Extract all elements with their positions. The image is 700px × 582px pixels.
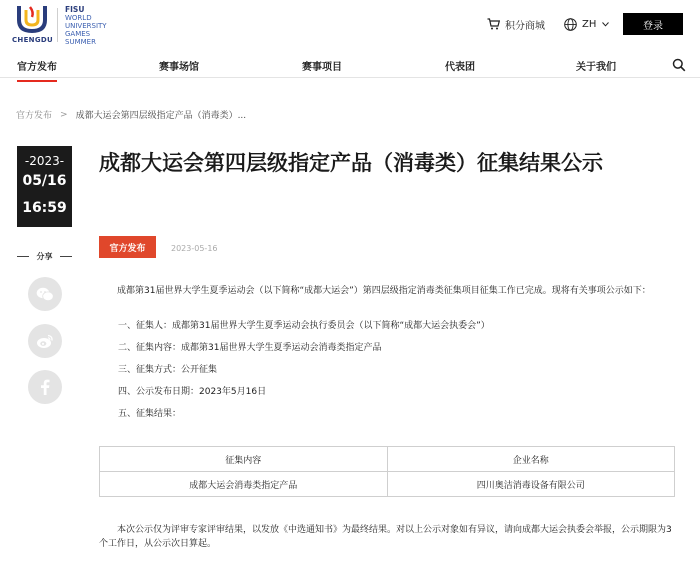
breadcrumb-root-link[interactable]: 官方发布 — [16, 111, 53, 121]
logo-divider — [57, 8, 58, 42]
fisu-line: WORLD — [65, 14, 92, 22]
fisu-line: GAMES — [65, 30, 91, 38]
breadcrumb-separator: > — [60, 109, 68, 120]
nav-item-official-releases[interactable]: 官方发布 — [17, 58, 57, 73]
table-header-company: 企业名称 — [387, 447, 675, 472]
date-month-day: 05/16 — [22, 173, 67, 189]
fisu-line: FISU — [65, 5, 85, 14]
breadcrumb — [16, 108, 246, 121]
fisu-line: UNIVERSITY — [65, 22, 107, 30]
table-header-row — [100, 447, 675, 472]
article-closing: 本次公示仅为评审专家评审结果，以发放《中选通知书》为最终结果。对以上公示对象如有异议，请向成都大运会执委会举报，公示期限为3个工作日，从公示次日算起。 — [99, 525, 672, 549]
weibo-icon — [36, 334, 54, 349]
share-weibo-button[interactable] — [28, 324, 62, 358]
article-list-item: 二、征集内容：成都第31届世界大学生夏季运动会消毒类指定产品 — [118, 343, 382, 353]
share-facebook-button[interactable] — [28, 370, 62, 404]
article-intro: 成都第31届世界大学生夏季运动会（以下简称“成都大运会”）第四层级指定消毒类征集项目征集工作已完成。现将有关事项公示如下： — [117, 286, 651, 296]
chengdu-universiade-logo[interactable] — [16, 4, 48, 34]
nav-item-sports[interactable]: 赛事项目 — [302, 62, 342, 73]
breadcrumb-current: 成都大运会第四层级指定产品（消毒类）... — [75, 111, 247, 121]
date-year: -2023- — [24, 154, 65, 168]
cart-icon — [487, 18, 500, 30]
results-table — [99, 446, 675, 497]
article-list-item: 一、征集人：成都第31届世界大学生夏季运动会执行委员会（以下简称“成都大运会执委会”） — [118, 321, 490, 331]
table-header-content: 征集内容 — [100, 447, 388, 472]
article-list-item: 五、征集结果： — [118, 409, 182, 419]
chevron-down-icon — [602, 22, 609, 27]
table-cell-content: 成都大运会消毒类指定产品 — [100, 472, 388, 497]
search-icon[interactable] — [672, 58, 686, 72]
points-mall-label: 积分商城 — [505, 20, 545, 32]
wechat-icon — [36, 287, 54, 302]
article-list-item: 三、征集方式：公开征集 — [118, 365, 218, 375]
site-header — [0, 0, 700, 52]
table-cell-company: 四川奥洁消毒设备有限公司 — [387, 472, 675, 497]
date-time: 16:59 — [22, 200, 67, 216]
article-title: 成都大运会第四层级指定产品（消毒类）征集结果公示 — [99, 151, 603, 175]
facebook-icon — [40, 379, 50, 395]
table-row — [100, 472, 675, 497]
points-mall-link[interactable] — [487, 16, 545, 32]
nav-item-about-us[interactable]: 关于我们 — [576, 62, 616, 73]
share-label: 分享 — [17, 251, 72, 262]
logo-city-text: CHENGDU — [12, 36, 53, 44]
login-button[interactable]: 登录 — [623, 13, 683, 35]
fisu-wordmark — [65, 6, 107, 46]
nav-item-delegations[interactable]: 代表团 — [445, 62, 475, 73]
share-wechat-button[interactable] — [28, 277, 62, 311]
language-selector[interactable] — [564, 15, 614, 33]
fisu-line: SUMMER — [65, 38, 96, 46]
nav-item-venues[interactable]: 赛事场馆 — [159, 62, 199, 73]
category-tag[interactable]: 官方发布 — [99, 236, 156, 258]
main-nav — [0, 52, 700, 78]
article-date: 2023-05-16 — [171, 244, 218, 253]
language-label: ZH — [582, 18, 597, 30]
article-list-item: 四、公示发布日期：2023年5月16日 — [118, 387, 267, 397]
publish-date-box — [17, 146, 72, 227]
globe-icon — [564, 18, 577, 31]
